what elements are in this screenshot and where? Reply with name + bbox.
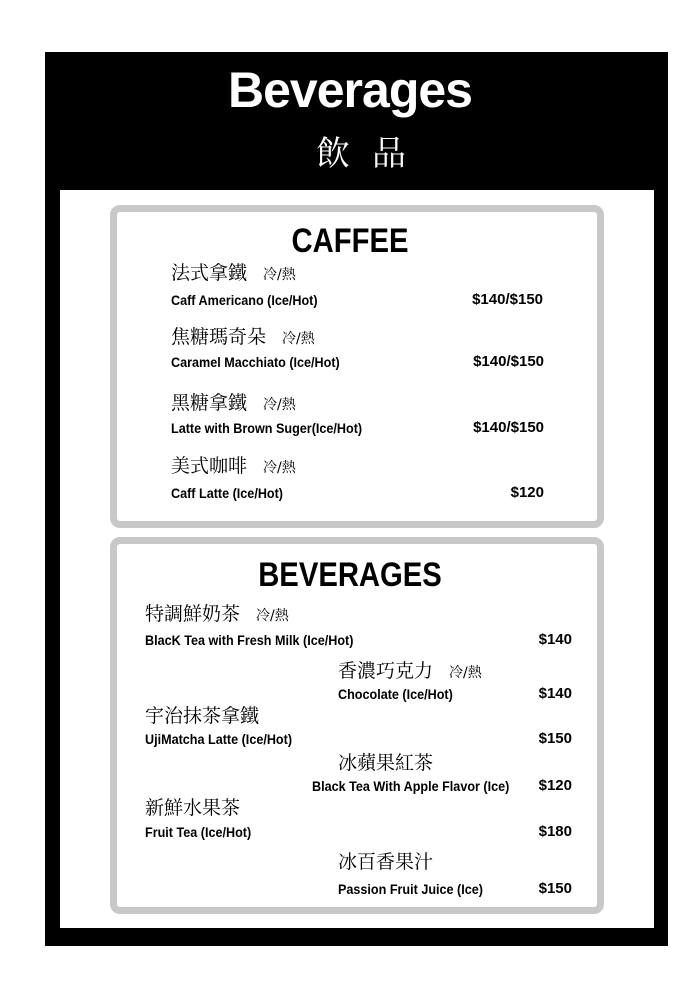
- menu-item-name-en: Chocolate (Ice/Hot): [338, 686, 453, 702]
- menu-item-price: $140: [538, 631, 572, 648]
- menu-item-price: $140/$150: [473, 419, 544, 436]
- menu-item-name-zh: 特調鮮奶茶 冷/熱: [145, 603, 289, 625]
- menu-item-name-en: Latte with Brown Suger(Ice/Hot): [171, 420, 363, 436]
- menu-item-price: $150: [538, 880, 572, 897]
- menu-item-name-zh: 冰蘋果紅茶: [338, 752, 434, 774]
- menu-item-name-en: UjiMatcha Latte (Ice/Hot): [145, 731, 293, 747]
- temperature-tag: 冷/熱: [263, 267, 296, 283]
- menu-item-name-zh: 香濃巧克力 冷/熱: [338, 660, 482, 682]
- temperature-tag: 冷/熱: [263, 460, 296, 476]
- temperature-tag: 冷/熱: [256, 608, 289, 624]
- menu-item-name-en: Passion Fruit Juice (Ice): [338, 881, 483, 897]
- menu-item-name-zh: 新鮮水果茶: [145, 797, 241, 819]
- menu-item-name-zh: 冰百香果汁: [338, 851, 434, 873]
- menu-item-name-en: Black Tea With Apple Flavor (Ice): [312, 778, 510, 794]
- menu-item-name-en: Caff Americano (Ice/Hot): [171, 292, 318, 308]
- menu-title: Beverages: [228, 62, 472, 118]
- menu-item-price: $180: [538, 823, 572, 840]
- menu-item-name-en: Caff Latte (Ice/Hot): [171, 485, 284, 501]
- menu-item-name-zh: 宇治抹茶拿鐵: [145, 705, 260, 727]
- menu-item-price: $150: [538, 730, 572, 747]
- menu-title-chinese: 飲品: [316, 134, 428, 174]
- menu-item-price: $140/$150: [472, 291, 543, 308]
- menu-item-price: $120: [510, 484, 544, 501]
- temperature-tag: 冷/熱: [282, 331, 315, 347]
- menu-item-name-zh: 美式咖啡 冷/熱: [171, 455, 296, 477]
- menu-item-name-zh: 黑糖拿鐵 冷/熱: [171, 392, 296, 414]
- temperature-tag: 冷/熱: [449, 665, 482, 681]
- caffee-heading: CAFFEE: [291, 222, 409, 260]
- menu-item-price: $120: [538, 777, 572, 794]
- temperature-tag: 冷/熱: [263, 397, 296, 413]
- menu-item-name-zh: 焦糖瑪奇朵 冷/熱: [171, 326, 315, 348]
- menu-item-name-en: BlacK Tea with Fresh Milk (Ice/Hot): [145, 632, 354, 648]
- menu-item-price: $140: [538, 685, 572, 702]
- menu-item-name-en: Caramel Macchiato (Ice/Hot): [171, 354, 340, 370]
- beverages-heading: BEVERAGES: [258, 556, 442, 594]
- menu-item-name-zh: 法式拿鐵 冷/熱: [171, 262, 296, 284]
- menu-item-name-en: Fruit Tea (Ice/Hot): [145, 824, 252, 840]
- menu-item-price: $140/$150: [473, 353, 544, 370]
